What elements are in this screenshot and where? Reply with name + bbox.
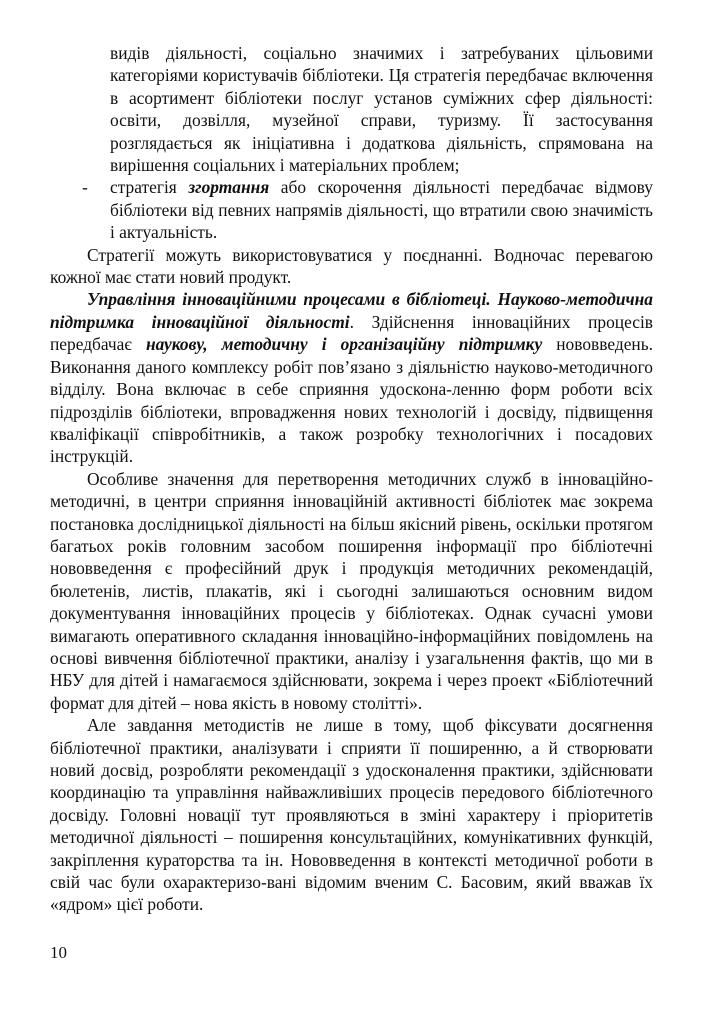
section-heading: Управління інноваційними процесами в бібліотеці. Науково-методична підтримка інноваційної діяльності <box>50 289 653 332</box>
list-item-2-before: стратегія <box>110 177 189 198</box>
list-item-2-after: або скорочення діяльності передбачає відмову бібліотеки від певних напрямів діяльності, що втратили свою значимість і актуальність. <box>110 177 653 243</box>
paragraph-strategies: Стратегії можуть використовуватися у поєднанні. Водночас перевагою кожної має стати новий продукт. <box>50 244 653 288</box>
page-number: 10 <box>50 943 67 962</box>
paragraph-text-2: нововведень. Виконання даного комплексу робіт пов’язано з діяльністю науково-методичного відділу. Вона включає в себе сприяння удоскона-ленню форм роботи всіх підрозділів бібліотеки, впровадження нових технологій і досвіду, підвищення кваліфікації співробітників, а також розробку технологічних і посадових інструкцій. <box>50 334 653 467</box>
list-bullet: - <box>82 177 88 198</box>
page-body <box>50 42 653 916</box>
paragraph-special: Особливе значення для перетворення методичних служб в інноваційно-методичні, в центри сприяння інноваційній активності бібліотек має зокрема постановка дослідницької діяльності на більш якісний рівень, оскільки протягом багатьох років головним засобом поширення інформації про бібліотечні нововведення є професійний друк і продукція методичних рекомендацій, бюлетенів, листів, плакатів, які і сьогодні залишаються основним видом документування інноваційних процесів у бібліотеках. Однак сучасні умови вимагають оперативного складання інноваційно-інформаційних повідомлень на основі вивчення бібліотечної практики, аналізу і узагальнення фактів, що ми в НБУ для дітей і намагаємося здійснювати, зокрема і через проект «Бібліотечний формат для дітей – нова якість в новому столітті». <box>50 468 653 713</box>
list-item-continued <box>50 42 653 176</box>
list-item-1-text: видів діяльності, соціально значимих і затребуваних цільовими категоріями користувачів бібліотеки. Ця стратегія передбачає включення в асортимент бібліотеки послуг установ суміжних сфер діяльності: освіти, дозвілля, музейної справи, туризму. Її застосування розглядається як ініціативна і додаткова діяльність, спрямована на вирішення соціальних і матеріальних проблем; <box>110 43 653 176</box>
paragraph-emphasis: наукову, методичну і організаційну підтримку <box>145 334 543 355</box>
paragraph-text-1: Здійснення інноваційних процесів передбачає <box>50 311 653 355</box>
list-item-2-term: згортання <box>188 177 270 198</box>
paragraph-management <box>50 288 653 467</box>
list-item <box>50 176 653 243</box>
section-heading-dot: . <box>349 311 354 332</box>
paragraph-tasks: Але завдання методистів не лише в тому, щоб фіксувати досягнення бібліотечної практики, аналізувати і сприяти її поширенню, а й створювати новий досвід, розробляти рекомендації з удосконалення практики, здійснювати координацію та управління найважливіших процесів передового бібліотечного досвіду. Головні новації тут проявляються в зміні характеру і пріоритетів методичної діяльності – поширення консультаційних, комунікативних функцій, закріплення кураторства та ін. Нововведення в контексті методичної роботи в свій час були охарактеризо-вані відомим вченим С. Басовим, який вважав їх «ядром» цієї роботи. <box>50 715 653 915</box>
